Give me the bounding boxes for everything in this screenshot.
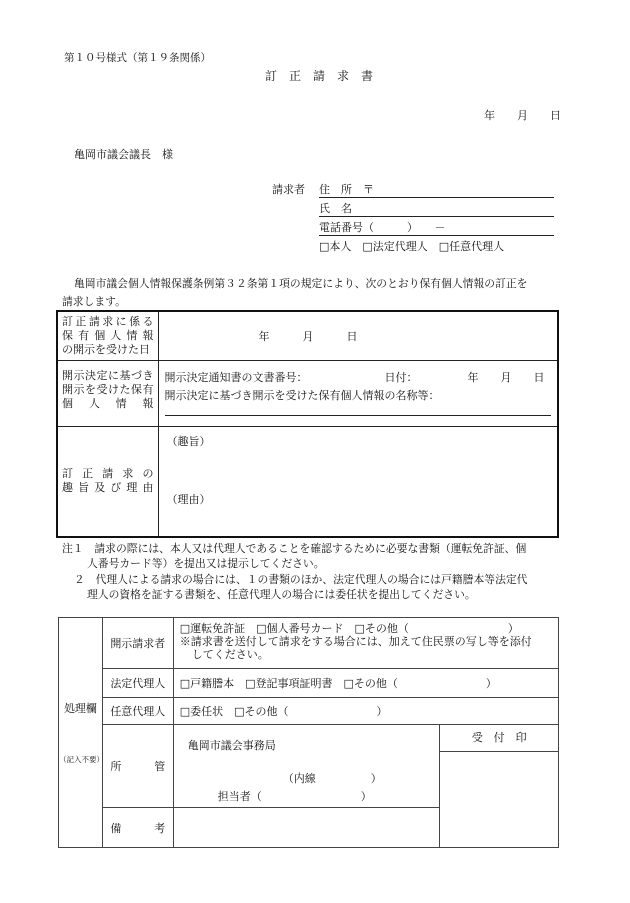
staff-field: 担当者（ ） [217,790,372,803]
intro-line-1: 亀岡市議会個人情報保護条例第３２条第１項の規定により、次のとおり保有個人情報の訂正を [74,277,528,290]
receipt-stamp-area [440,725,559,848]
page-title: 訂 正 請 求 書 [265,69,374,83]
doc-number-label: 開示決定通知書の文書番号： [164,371,308,384]
info-name-label: 開示決定に基づき開示を受けた保有個人情報の名称等： [164,389,440,402]
voluntary-agent-label: 任意代理人 [102,698,173,725]
processing-section-label: 処理欄 （記入不要） [59,618,103,848]
legal-agent-options[interactable]: □戸籍謄本 □登記事項証明書 □その他（ ） [173,669,558,698]
disclosure-date-label: 訂正請求に係る 保有個人情報 の開示を受けた日 [57,311,158,361]
note-2-line-2: 理人の資格を証する書類を、任意代理人の場合には委任状を提出してください。 [87,588,476,601]
requester-docs-options[interactable]: □運転免許証 □個人番号カード □その他（ ） ※請求書を送付して請求をする場合には、加えて住民票の写し等を添付 してください。 [173,618,558,669]
note-2-line-1: ２ 代理人による請求の場合には、１の書類のほか、法定代理人の場合には戸籍謄本等法定代 [74,573,528,586]
reason-heading: （理由） [166,493,211,506]
remarks-label: 備 考 [102,808,173,848]
request-table [56,310,559,538]
date-line: 年 月 日 [484,109,561,122]
addressee: 亀岡市議会議長 様 [74,148,173,161]
voluntary-agent-options[interactable]: □委任状 □その他（ ） [173,698,558,725]
info-name-line [165,415,551,416]
requester-label: 請求者 [272,183,305,196]
receipt-stamp-label: 受 付 印 [440,725,558,752]
note-1-line-2: 人番号カード等）を提出又は提示してください。 [87,557,325,570]
jurisdiction-label: 所 管 [102,725,173,808]
disclosed-info-field[interactable] [158,361,558,427]
remarks-field [173,808,440,848]
purpose-heading: （趣旨） [166,435,211,448]
office-name: 亀岡市議会事務局 [187,739,276,752]
form-number: 第１０号様式（第１９条関係） [64,52,211,64]
address-field[interactable]: 住 所 〒 [319,181,554,198]
requester-docs-label: 開示請求者 [102,618,173,669]
note-1-line-1: 注１ 請求の際には、本人又は代理人であることを確認するために必要な書類（運転免許証、個 [62,542,527,555]
legal-agent-label: 法定代理人 [102,669,173,698]
requester-type-options[interactable]: □本人 □法定代理人 □任意代理人 [319,240,505,253]
correction-purpose-label: 訂正請求の 趣旨及び理由 [57,427,158,537]
processing-table [58,617,559,848]
notice-date-label: 日付： [384,371,418,384]
disclosure-date-field[interactable]: 年 月 日 [158,311,558,361]
correction-purpose-field[interactable] [158,427,558,537]
notice-date-value: 年 月 日 [467,371,545,384]
intro-line-2: 請求します。 [62,295,126,308]
phone-field[interactable]: 電話番号（ ） － [319,219,554,236]
name-field[interactable]: 氏 名 [319,200,554,217]
extension-field: （内線 ） [282,772,382,785]
disclosed-info-label: 開示決定に基づき 開示を受けた保有 個 人 情 報 [57,361,158,427]
jurisdiction-field [173,725,440,808]
